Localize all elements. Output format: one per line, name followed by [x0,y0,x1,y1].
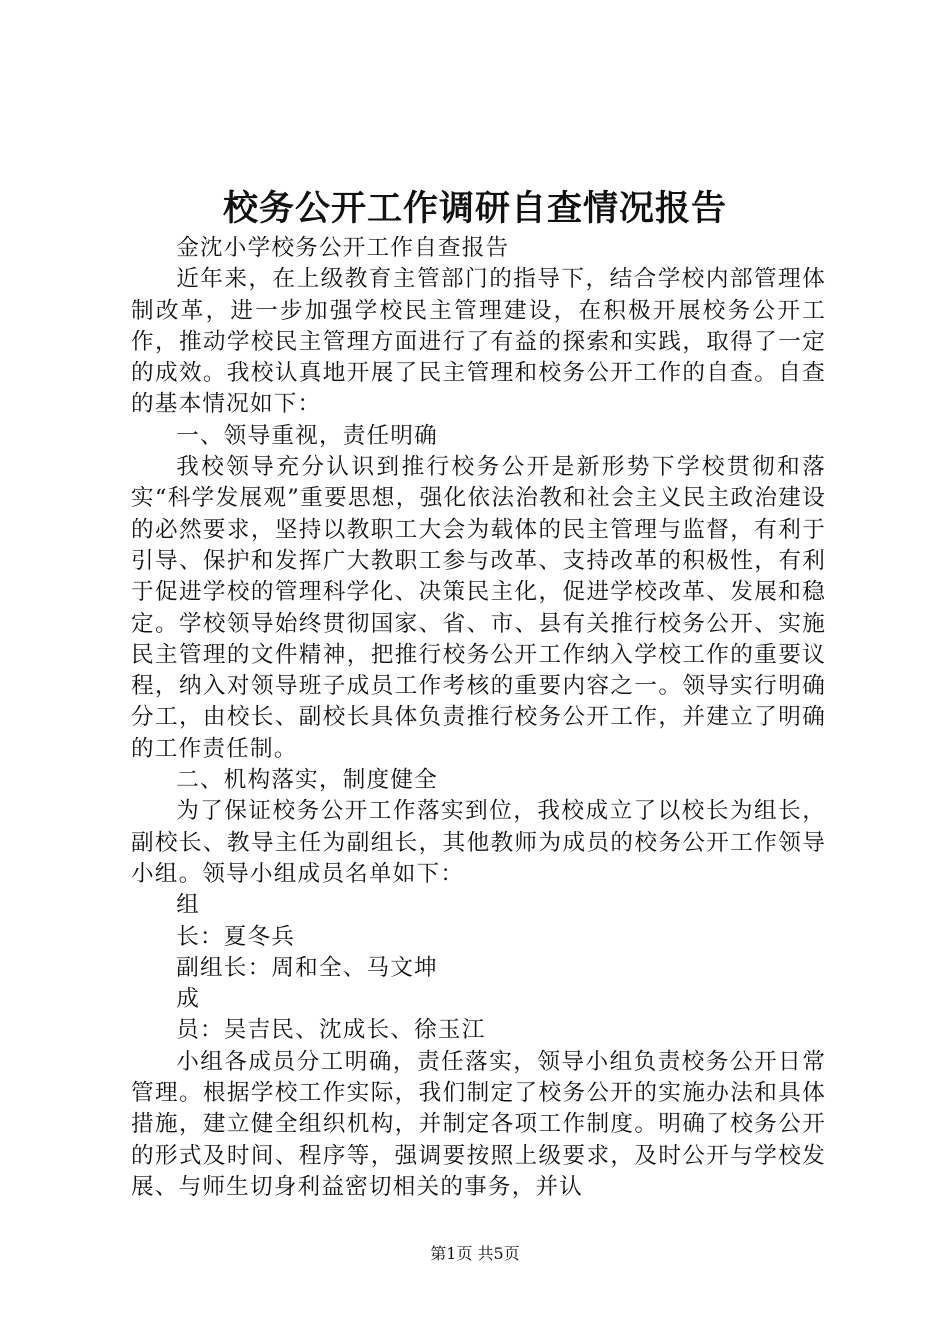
document-body [131,233,826,1203]
member-line: 成 [176,986,200,1013]
member-line: 长：夏冬兵 [176,923,296,950]
paragraph-organization: 为了保证校务公开工作落实到位，我校成立了以校长为组长，副校长、教导主任为副组长，其他教师为成员的校务公开工作领导小组。领导小组成员名单如下： [131,798,826,887]
page-number: 第1页 共5页 [430,1244,520,1263]
document-title: 校务公开工作调研自查情况报告 [222,188,727,229]
paragraph-responsibilities: 小组各成员分工明确，责任落实，领导小组负责校务公开日常管理。根据学校工作实际，我们制定了校务公开的实施办法和具体措施，建立健全组织机构，并制定各项工作制度。明确了校务公开的形式及时间、程序等，强调要按照上级要求，及时公开与学校发展、与师生切身利益密切相关的事务，并认 [131,1048,826,1200]
paragraph-leadership: 我校领导充分认识到推行校务公开是新形势下学校贯彻和落实“科学发展观”重要思想，强化依法治教和社会主义民主政治建设的必然要求，坚持以教职工大会为载体的民主管理与监督，有利于引导、保护和发挥广大教职工参与改革、支持改革的积极性，有利于促进学校的管理科学化、决策民主化，促进学校改革、发展和稳定。学校领导始终贯彻国家、省、市、县有关推行校务公开、实施民主管理的文件精神，把推行校务公开工作纳入学校工作的重要议程，纳入对领导班子成员工作考核的重要内容之一。领导实行明确分工，由校长、副校长具体负责推行校务公开工作，并建立了明确的工作责任制。 [131,454,826,762]
section-heading-1: 一、领导重视，责任明确 [176,422,438,449]
section-heading-2: 二、机构落实，制度健全 [176,767,438,794]
paragraph-intro: 近年来，在上级教育主管部门的指导下，结合学校内部管理体制改革，进一步加强学校民主管理建设，在积极开展校务公开工作，推动学校民主管理方面进行了有益的探索和实践，取得了一定的成效。我校认真地开展了民主管理和校务公开工作的自查。自查的基本情况如下： [131,266,826,418]
member-line: 组 [176,892,200,919]
member-line: 员：吴吉民、沈成长、徐玉江 [176,1017,486,1044]
paragraph-subtitle: 金沈小学校务公开工作自查报告 [176,235,510,261]
member-line: 副组长：周和全、马文坤 [176,954,438,981]
